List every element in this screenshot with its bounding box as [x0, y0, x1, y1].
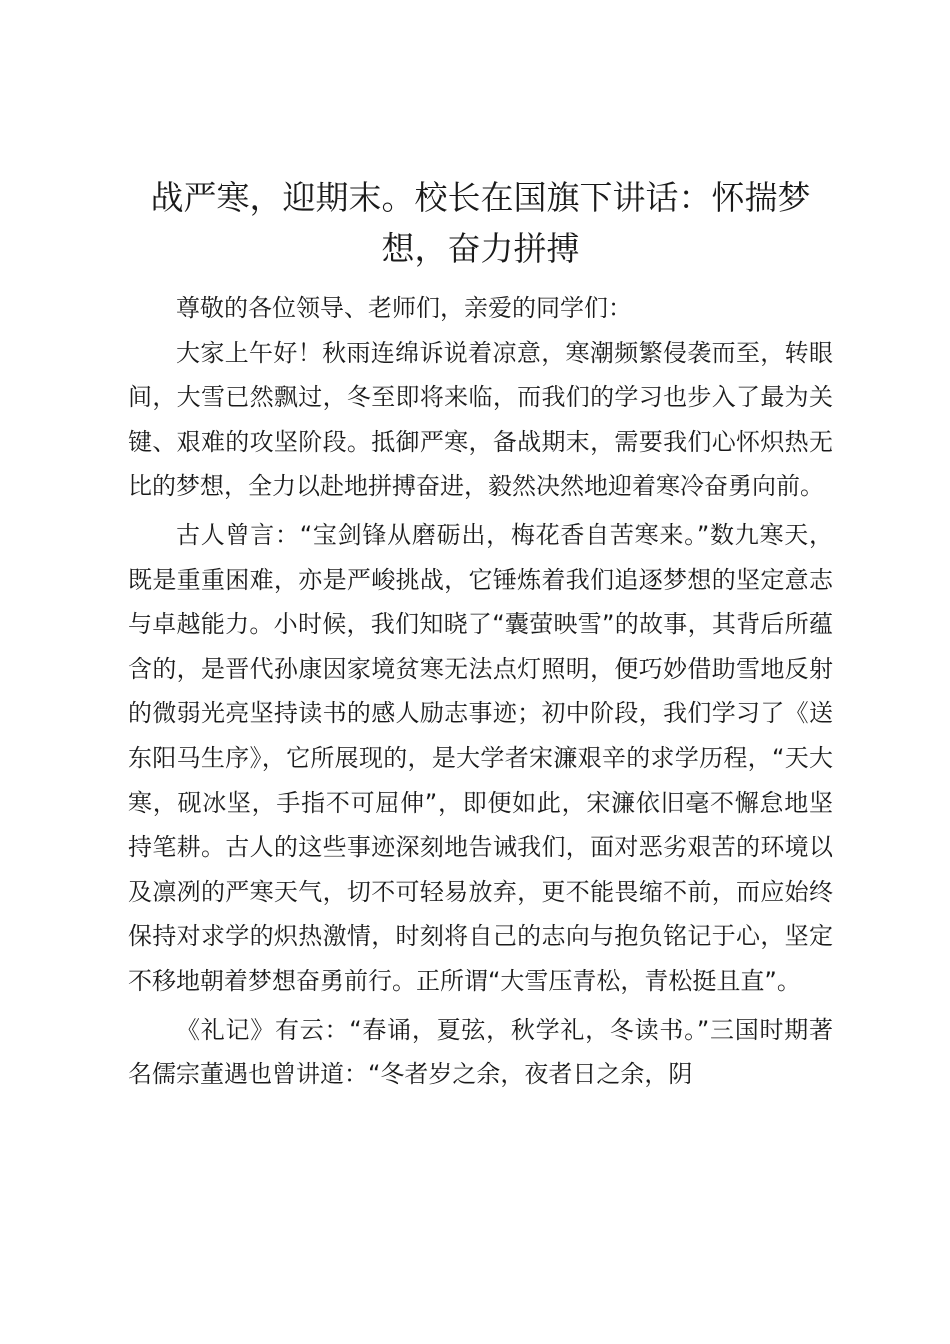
- body-paragraph-2: 古人曾言：“宝剑锋从磨砺出，梅花香自苦寒来。”数九寒天，既是重重困难，亦是严峻挑战，它锤炼着我们追逐梦想的坚定意志与卓越能力。小时候，我们知晓了“囊萤映雪”的故事，其背后所蕴含的，是晋代孙康因家境贫寒无法点灯照明，便巧妙借助雪地反射的微弱光亮坚持读书的感人励志事迹；初中阶段，我们学习了《送东阳马生序》，它所展现的，是大学者宋濂艰辛的求学历程，“天大寒，砚冰坚，手指不可屈伸”，即便如此，宋濂依旧毫不懈怠地坚持笔耕。古人的这些事迹深刻地告诫我们，面对恶劣艰苦的环境以及凛冽的严寒天气，切不可轻易放弃，更不能畏缩不前，而应始终保持对求学的炽热激情，时刻将自己的志向与抱负铭记于心，坚定不移地朝着梦想奋勇前行。正所谓“大雪压青松，青松挺且直”。: [128, 520, 833, 995]
- document-body: [128, 286, 833, 1097]
- document-title: 战严寒，迎期末。校长在国旗下讲话：怀揣梦想，奋力拼搏: [150, 178, 811, 268]
- body-paragraph-3: 《礼记》有云：“春诵，夏弦，秋学礼，冬读书。”三国时期著名儒宗董遇也曾讲道：“冬者岁之余，夜者日之余，阴: [128, 1015, 833, 1089]
- body-paragraph-1: 大家上午好！秋雨连绵诉说着凉意，寒潮频繁侵袭而至，转眼间，大雪已然飘过，冬至即将来临，而我们的学习也步入了最为关键、艰难的攻坚阶段。抵御严寒，备战期末，需要我们心怀炽热无比的梦想，全力以赴地拼搏奋进，毅然决然地迎着寒冷奋勇向前。: [128, 338, 833, 501]
- document-page: [128, 172, 833, 1101]
- salutation-paragraph: 尊敬的各位领导、老师们，亲爱的同学们：: [176, 294, 632, 322]
